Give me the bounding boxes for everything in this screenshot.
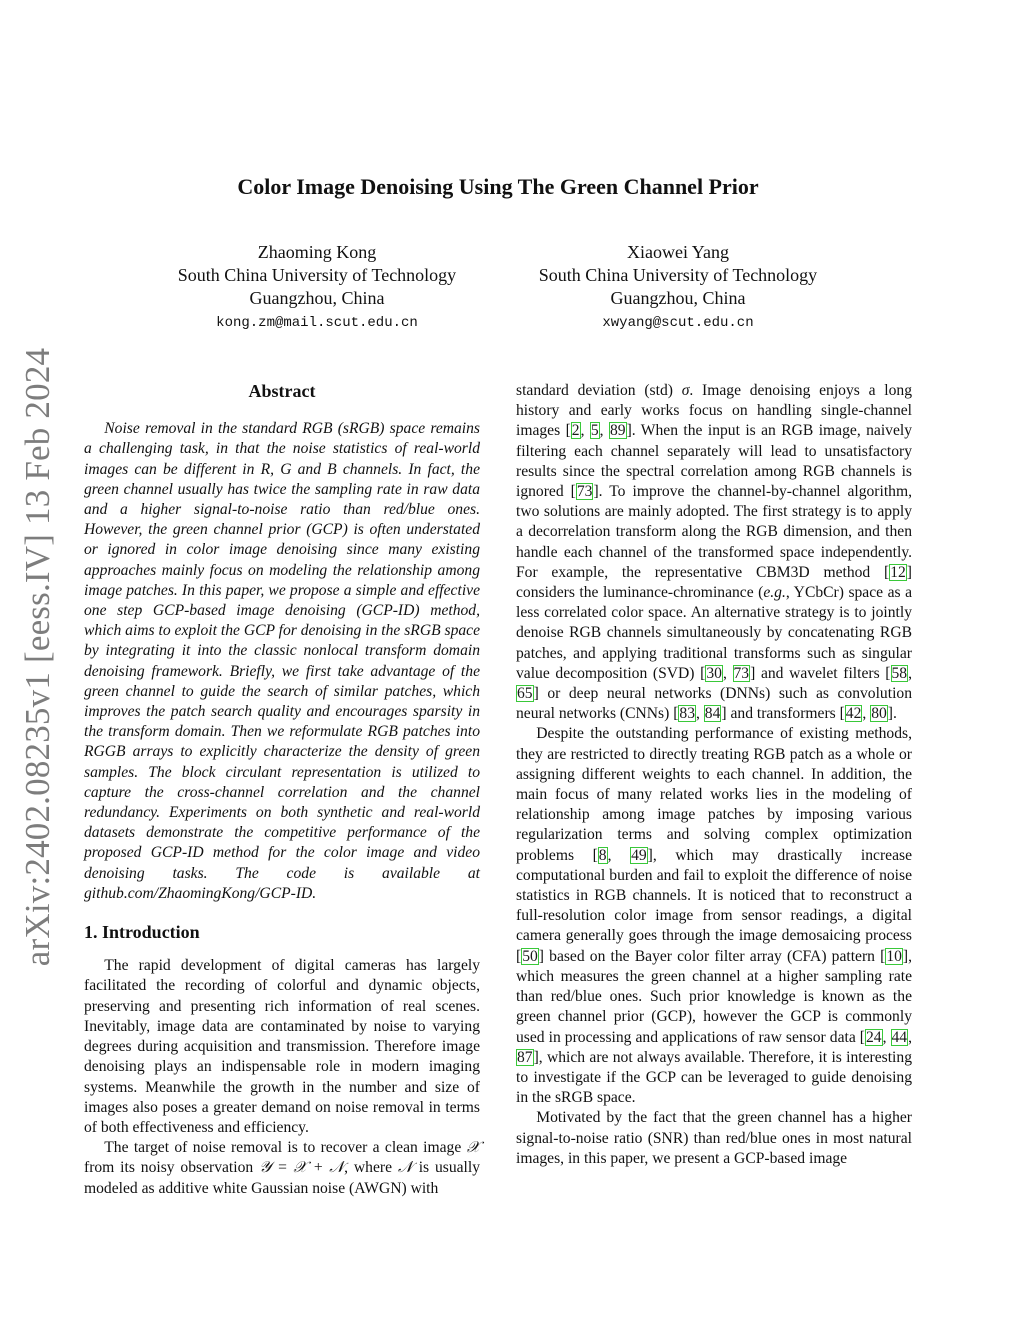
author-affiliation: South China University of Technology [177, 265, 457, 285]
body-paragraph [516, 724, 912, 1108]
intro-paragraph-2 [84, 1138, 480, 1199]
text-run: . Image denoising enjoys a long history and early works focus on handling single-channel images [ [516, 382, 912, 440]
citation-link[interactable]: 10 [886, 947, 902, 965]
text-run: ] and transformers [ [721, 705, 845, 723]
text-run: ] and wavelet filters [ [750, 664, 891, 682]
citation-link[interactable]: 2 [571, 422, 580, 440]
citation-link[interactable]: 8 [598, 846, 607, 864]
body-paragraph [516, 381, 912, 724]
abstract-heading: Abstract [248, 381, 316, 401]
citation-link[interactable]: 84 [704, 705, 721, 723]
text-run: , [580, 422, 590, 440]
text-run: ]. To improve the channel-by-channel algorithm, two solutions are mainly adopted. The first strategy is to apply a decorrelation transform along the RGB dimension, and then handle each channel of the transformed space independently. For example, the representative CBM3D method [ [516, 483, 912, 581]
author-email[interactable]: xwyang@scut.edu.cn [602, 315, 754, 331]
math-symbol: σ [681, 382, 690, 399]
author-location: Guangzhou, China [610, 288, 746, 308]
citation-link[interactable]: 58 [891, 664, 908, 682]
text-run: , [696, 705, 704, 723]
text-run: ], which measures the green channel at a higher sampling rate than red/blue ones. Such prior knowledge is known as the green channel prior (GCP), however the GCP is commonly used in processing and applications of raw sensor data [ [516, 947, 912, 1046]
citation-link[interactable]: 73 [576, 483, 593, 501]
author-name: Zhaoming Kong [257, 242, 377, 262]
author-name: Xiaowei Yang [627, 242, 729, 262]
text-run: ] based on the Bayer color filter array (CFA) pattern [ [538, 947, 886, 965]
body-paragraph [516, 1108, 912, 1169]
text-run: ] considers the luminance-chrominance ( [516, 563, 912, 602]
citation-link[interactable]: 87 [517, 1048, 533, 1066]
text-run: ] or deep neural networks (DNNs) such as convolution neural networks (CNNs) [ [516, 685, 912, 723]
text-run: , [882, 1028, 891, 1046]
text-run: , where [344, 1159, 398, 1177]
author-block-2 [468, 241, 888, 335]
text-run: Despite the outstanding performance of existing methods, they are restricted to directly treating RGB patch as a whole or assigning different weights to each channel. In addition, the main focus of many related works lies in the modeling of relationship among image patches by imposing various regularization terms and solving complex optimization problems [ [516, 725, 912, 864]
text-run: ]. When the input is an RGB image, naively filtering each channel separately will lead to unsatisfactory results since the spectral correlation among RGB channels is ignored [ [516, 422, 913, 501]
intro-paragraph-1: The rapid development of digital cameras has largely facilitated the recording of colorful and dynamic objects, preserving and presenting rich information of real scenes. Inevitably, image data are contaminated by noise to varying degrees during acquisition and transmission. Therefore image denoising plays an indispensable role in modern imaging systems. Meanwhile the growth in the number and size of images also poses a greater demand on noise removal in terms of both effectiveness and efficiency. [84, 957, 480, 1136]
text-run: , [599, 422, 609, 440]
citation-link[interactable]: 73 [733, 664, 750, 682]
author-location: Guangzhou, China [249, 288, 385, 308]
citation-link[interactable]: 24 [865, 1028, 882, 1046]
citation-link[interactable]: 49 [631, 846, 647, 864]
citation-link[interactable]: 5 [590, 422, 599, 440]
abstract-text: Noise removal in the standard RGB (sRGB) space remains a challenging task, in that the noise statistics of real-world images can be different in R, G and B channels. In fact, the green channel usually has twice the sampling rate in raw data and a higher signal-to-noise ratio than red/blue ones. However, the green channel prior (GCP) is often understated or ignored in color image denoising since many existing approaches mainly focus on modeling the relationship among image patches. In this paper, we propose a simple and effective one step GCP-based image denoising (GCP-ID) method, which aims to exploit the GCP for denoising in the sRGB space by integrating it into the classic nonlocal transform domain denoising framework. Briefly, we first take advantage of the green channel to guide the search of similar patches, which improves the patch search quality and encourages sparsity in the transform domain. Then we reformulate RGB patches into RGGB arrays to explicitly characterize the density of green samples. The block circulant representation is utilized to capture the cross-channel correlation and the channel redundancy. Experiments on both synthetic and real-world datasets demonstrate the competitive performance of the proposed GCP-ID method for the color image and video denoising tasks. The code is available at github.com/ZhaomingKong/GCP-ID. [84, 420, 481, 902]
author-affiliation: South China University of Technology [538, 265, 818, 285]
text-run: , [908, 664, 912, 682]
citation-link[interactable]: 83 [679, 705, 695, 723]
text-run: is usually modeled as additive white Gaussian noise (AWGN) with [84, 1159, 481, 1197]
citation-link[interactable]: 30 [706, 664, 722, 682]
citation-link[interactable]: 89 [609, 422, 626, 440]
text-run: , [908, 1028, 912, 1046]
author-block-1 [107, 241, 527, 335]
text-run: , YCbCr) space as a less correlated color space. An alternative strategy is to jointly denoise RGB channels simultaneously by concatenating RGB patches, and applying traditional transforms such as singular value decomposition (SVD) [ [516, 584, 912, 682]
author-email[interactable]: kong.zm@mail.scut.edu.cn [216, 315, 418, 331]
arxiv-sidebar [8, 347, 68, 967]
text-run: , [862, 705, 871, 723]
text-run: , [607, 846, 631, 864]
math-equation: 𝒴 = 𝒳 + 𝒩 [259, 1159, 345, 1177]
intro-heading: 1. Introduction [84, 922, 200, 943]
arxiv-identifier: arXiv:2402.08235v1 [eess.IV] 13 Feb 2024 [18, 347, 57, 967]
citation-link[interactable]: 12 [890, 563, 906, 581]
text-run: ], which are not always available. Therefore, it is interesting to investigate if the GCP can be leveraged to guide denoising in the sRGB space. [516, 1048, 912, 1107]
text-run: from its noisy observation [84, 1159, 260, 1177]
text-run: ]. [887, 705, 897, 723]
right-column [516, 381, 912, 1169]
citation-link[interactable]: 80 [871, 705, 887, 723]
text-run: Motivated by the fact that the green channel has a higher signal-to-noise ratio (SNR) than red/blue ones in most natural images, in this paper, we present a GCP-based image [516, 1109, 912, 1167]
paper-title: Color Image Denoising Using The Green Channel Prior [237, 174, 759, 199]
italic-text: e.g. [763, 584, 786, 602]
citation-link[interactable]: 50 [522, 947, 538, 965]
text-run: ], which may drastically increase computational burden and fail to exploit the difference of noise statistics in RGB channels. It is noticed that to reconstruct a full-resolution color image from sensor readings, a digital camera generally goes through the image demosaicing process [ [516, 846, 912, 965]
citation-link[interactable]: 65 [517, 685, 533, 703]
math-symbol: 𝒳 [466, 1139, 480, 1157]
text-run: standard deviation (std) [516, 382, 682, 399]
math-symbol: 𝒩 [397, 1159, 413, 1177]
citation-link[interactable]: 44 [891, 1028, 908, 1046]
text-run: , [722, 664, 733, 682]
left-column [84, 381, 480, 1199]
text-run: The target of noise removal is to recover a clean image [104, 1139, 467, 1157]
citation-link[interactable]: 42 [845, 705, 862, 723]
